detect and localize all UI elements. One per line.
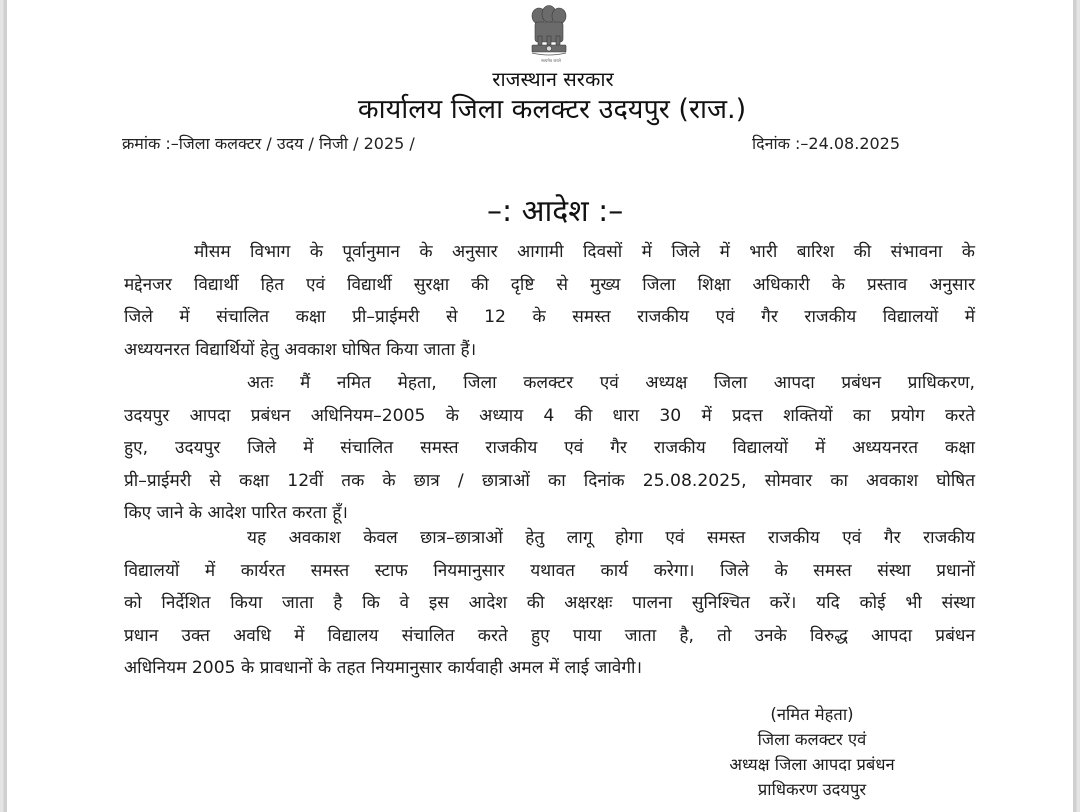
signatory-designation: प्राधिकरण उदयपुर	[757, 780, 867, 799]
paragraph-line: मद्देनजर विद्यार्थी हित एवं विद्यार्थी सुरक्षा की दृष्टि से मुख्य जिला शिक्षा अधिकारी के प्रस्ताव अनुसार	[124, 274, 975, 295]
order-date: दिनांक :–24.08.2025	[752, 134, 901, 153]
paragraph-line: प्री–प्राईमरी से कक्षा 12वीं तक के छात्र / छात्राओं का दिनांक 25.08.2025, सोमवार का अवकाश घोषित	[124, 470, 975, 491]
document-page	[7, 0, 1073, 812]
page-left-edge	[0, 0, 7, 812]
paragraph-line: यह अवकाश केवल छात्र–छात्राओं हेतु लागू होगा एवं समस्त राजकीय एवं गैर राजकीय	[247, 528, 975, 548]
paragraph-line: अध्ययनरत विद्यार्थियों हेतु अवकाश घोषित किया जाता हैं।	[124, 339, 477, 360]
paragraph-line: विद्यालयों में कार्यरत समस्त स्टाफ नियमानुसार यथावत कार्य करेगा। जिले के समस्त संस्था प्रधानों	[124, 560, 975, 581]
page-right-edge	[1073, 0, 1080, 812]
paragraph-line: किए जाने के आदेश पारित करता हूँ।	[124, 503, 348, 523]
paragraph-line: को निर्देशित किया जाता है कि वे इस आदेश की अक्षरक्षः पालना सुनिश्चित करें। यदि कोई भी संस्था	[124, 593, 975, 613]
state-emblem-icon	[526, 4, 572, 62]
paragraph-1	[124, 236, 975, 366]
government-name: राजस्थान सरकार	[492, 67, 614, 91]
paragraph-3	[124, 522, 975, 685]
reference-number: क्रमांक :–जिला कलक्टर / उदय / निजी / 2025 /	[122, 134, 415, 153]
signatory-designation: जिला कलक्टर एवं	[757, 730, 867, 749]
signatory-name: (नमित मेहता)	[770, 705, 854, 724]
paragraph-line: मौसम विभाग के पूर्वानुमान के अनुसार आगामी दिवसों में जिले में भारी बारिश की संभावना के	[194, 242, 975, 262]
paragraph-line: उदयपुर आपदा प्रबंधन अधिनियम–2005 के अध्याय 4 की धारा 30 में प्रदत्त शक्तियों का प्रयोग करते	[124, 405, 975, 426]
paragraph-line: अतः मैं नमित मेहता, जिला कलक्टर एवं अध्यक्ष जिला आपदा प्रबंधन प्राधिकरण,	[247, 373, 975, 393]
signatory-designation: अध्यक्ष जिला आपदा प्रबंधन	[729, 755, 895, 774]
office-name: कार्यालय जिला कलक्टर उदयपुर (राज.)	[357, 94, 747, 125]
paragraph-line: प्रधान उक्त अवधि में विद्यालय संचालित करते हुए पाया जाता है, तो उनके विरुद्ध आपदा प्रबंधन	[124, 625, 975, 646]
paragraph-line: अधिनियम 2005 के प्रावधानों के तहत नियमानुसार कार्यवाही अमल में लाई जावेगी।	[124, 658, 642, 678]
paragraph-line: जिले में संचालित कक्षा प्री–प्राईमरी से 12 के समस्त राजकीय एवं गैर राजकीय विद्यालयों में	[124, 307, 975, 327]
signature-block	[697, 702, 927, 802]
order-title: –: आदेश :–	[487, 194, 624, 229]
paragraph-line: हुए, उदयपुर जिले में संचालित समस्त राजकीय एवं गैर राजकीय विद्यालयों में अध्ययनरत कक्षा	[124, 438, 975, 458]
paragraph-2	[124, 367, 975, 530]
emblem-motto: सत्यमेव जयते	[541, 58, 561, 63]
